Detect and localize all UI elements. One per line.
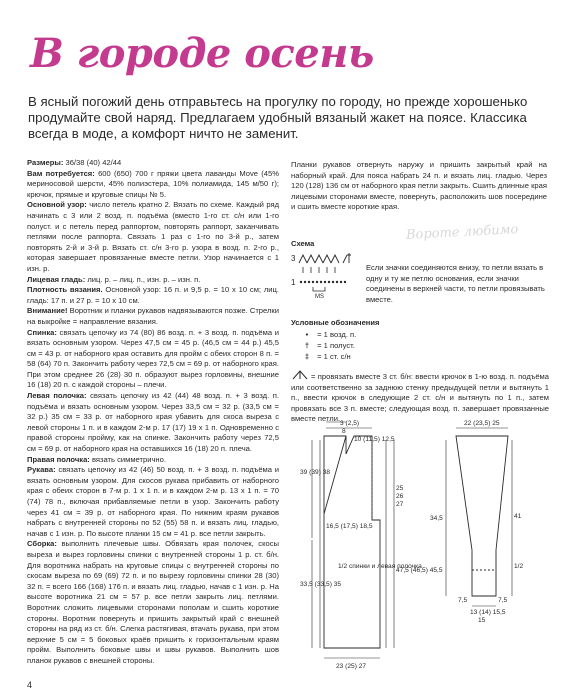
stockinette-value: лиц. р. – лиц. п., изн. р. – изн. п. <box>85 274 201 284</box>
scheme-row2-symbols <box>303 267 335 273</box>
materials-label: Вам потребуется: <box>27 168 95 178</box>
sleeves-value: связать цепочку из 42 (46) 50 возд. п. + 3 возд. п. подъёма и вязать основным узором. Для скосов рукава прибавить от наборного края с обеих сторон в 7-м р. 1 х 1 п. и в каждом 2-м р. 13 х 1 п. = 70 (74) 78 п., включая прибавляемые петли в узор. Закончить работу через 41 см = 39 р. от наборного края. По нижним краям рукавов набрать с внутренней стороны по 52 (55) 58 п. и вязать лиц. гладью, начав с 1 изн. р. По высоте планки 15 см = 41 р. все петли закрыть. <box>27 465 279 538</box>
back-height-27: 27 <box>396 501 404 508</box>
assembly-label: Сборка: <box>27 539 57 549</box>
legend-decrease-desc: = провязать вместе 3 ст. б/н: ввести крючок в 1-ю возд. п. подъёма или соответственно за заднюю стенку предыдущей петли и вытянуть 1 п., ввести крючок в следующие 2 ст. с/н и вытянуть по 1 п., затем провязать все 3 п. вместе; следующая возд. п. завершает провязанные вместе петли. <box>291 372 549 424</box>
sleeve-cuff-right: 7,5 <box>498 597 508 604</box>
legend-item-dc <box>299 352 351 363</box>
double-crochet-icon: ‡ <box>304 352 310 361</box>
main-pattern-label: Основной узор: <box>27 200 87 210</box>
gauge-value: Основной узор: 16 п. и 9,5 р. = 10 х 10 см; лиц. гладь: 17 п. и 27 р. = 10 х 10 см. <box>27 285 279 305</box>
front-height-neck-start: 33,5 (33,5) 35 <box>300 581 342 588</box>
ghost-overlay-text: Вороте любимо <box>405 222 519 243</box>
stockinette-label: Лицевая гладь: <box>27 274 86 284</box>
attention-label: Внимание! <box>27 306 68 316</box>
scheme-row-1: 1 <box>291 278 296 287</box>
sleeve-piece-outline <box>456 436 508 596</box>
scheme-title: Схема <box>291 239 315 248</box>
scheme-ms-label: MS <box>315 294 324 300</box>
sleeve-dimension-lines <box>446 428 512 606</box>
scheme-repeat-bracket <box>313 287 325 291</box>
left-front-label: Левая полочка: <box>27 391 87 401</box>
sleeve-cuff-width: 13 (14) 15,5 <box>470 609 506 616</box>
scheme-note: Если значки соединяются внизу, то петли вязать в одну и ту же петлю основания, если значки соединены в верхней части, то петли провязывать вместе. <box>366 263 545 304</box>
back-height-armhole: 47,5 (46,5) 45,5 <box>396 567 443 574</box>
article-title: В городе осень <box>30 30 374 77</box>
sizes-label: Размеры: <box>27 158 64 167</box>
scheme-row3-symbols <box>299 253 351 263</box>
back-width-half: 16,5 (17,5) 18,5 <box>326 523 373 530</box>
chain-stitch-icon: • <box>305 330 309 339</box>
right-front-label: Правая полочка: <box>27 454 90 464</box>
sleeve-height-total: 34,5 <box>430 515 443 522</box>
back-height-26: 26 <box>396 493 404 500</box>
scheme-chain-dots <box>300 281 346 283</box>
back-width-neck: 10 (11,5) 12,5 <box>354 436 395 443</box>
scheme-row-3: 3 <box>291 254 296 263</box>
sizes-value: 36/38 (40) 42/44 <box>63 158 122 167</box>
back-label: Спинка: <box>27 327 57 337</box>
front-height-armhole: 39 (39) 38 <box>300 469 331 476</box>
assembly-value: выполнить плечевые швы. Обвязать края полочек, скосы выреза и вырез горловины спинки с внутренней стороны 1 р. ст. б/н. Для воротника набрать на круговые спицы с внутренней стороны по скосам выреза по 69 (69) 72 п. и по вырезу горловины спинки 28 (30) 32 п. = всего 166 (168) 176 п. и вязать лиц. гладью, начав с 1 изн. р. На высоте воротника 21 см = 57 р. все петли закрыть лиц. петлями. Воротник сложить лицевыми сторонами пополам и сшить короткие стороны. Воротник повернуть и пришить закрытый край с внешней стороны на ряд из ст. б/н. Слегка растягивая, втачать рукава, при этом верхние 5 см = 5 боковых краёв пришить к горизонтальным краям пройм. Выполнить боковые швы и швы рукавов. Выполнить шов планок рукавов с внешней стороны. <box>27 539 279 665</box>
sleeve-side-label: 1/2 <box>514 563 524 570</box>
legend-title: Условные обозначения <box>291 318 380 327</box>
main-pattern-value: число петель кратно 2. Вязать по схеме. Каждый ряд начинать с 3 или 2 возд. п. подъёма (вместо 1-го ст. с/н или 1-го полуст. и с петель перед раппортом, повторять раппорт, заканчивать петлями после раппорта. Связать 1 раз с 1-го по 3-й р., затем повторять 2-й и 3-й р. Вязать ст. с/н 3-го р. узора в возд. п. 2-го р., которая завершает провязанные вместе петли. Узор начинается с 1 изн. р. <box>27 200 279 273</box>
instructions-left-column <box>27 158 279 667</box>
gauge-label: Плотность вязания. <box>27 285 103 295</box>
back-width-shoulder: 8 <box>342 428 346 435</box>
pattern-schematic <box>286 420 554 682</box>
right-front-value: вязать симметрично. <box>89 454 166 464</box>
sleeve-cuff-height: 15 <box>478 617 486 624</box>
legend-item-half-dc <box>299 341 355 352</box>
crochet-scheme-chart <box>289 247 361 303</box>
materials-value: 600 (650) 700 г пряжи цвета лаванды Move (45% мериносовой шерсти, 45% полиэстера, 10% полиамида, 145 м/50 г); крючок, прямые и круговые спицы № 5. <box>27 168 279 199</box>
back-width-top: 3 (2,5) <box>340 420 360 427</box>
article-intro: В ясный погожий день отправьтесь на прогулку по городу, но прежде хорошенько продумайте свой наряд. Предлагаем удобный вязаный жакет на поясе. Классика всегда в моде, а комфорт ничто не заменит. <box>28 94 528 141</box>
back-front-label: 1/2 спинки и левая полочка <box>338 563 422 570</box>
instructions-right-column: Планки рукавов отвернуть наружу и пришить закрытый край на наборный край. Для пояса набрать 24 п. и вязать лиц. гладью. Через 120 (128) 136 см от наборного края петли закрыть. Сшить длинные края лицевыми сторонами вместе, повернуть, расположить шов посередине и сшить вместе короткие края. <box>291 160 547 212</box>
page-number: 4 <box>27 680 33 690</box>
sleeve-height-41: 41 <box>514 513 522 520</box>
sleeve-top-width: 22 (23,5) 25 <box>464 420 500 427</box>
sleeve-cuff-left: 7,5 <box>458 597 468 604</box>
legend-item-text: = 1 ст. с/н <box>317 352 351 361</box>
back-bottom-width: 23 (25) 27 <box>336 663 367 670</box>
back-height-25: 25 <box>396 485 404 492</box>
left-front-value: связать цепочку из 42 (44) 48 возд. п. + 3 возд. п. подъёма и вязать основным узором. Через 33,5 см = 32 р. (33,5 см = 32 р.) 35 см = 33 р. от наборного края убавить для скоса выреза с левой стороны 1 п. и в каждом 2-м р. 17 (17) 19 х 1 п. Одновременно с правой стороны пройму, как на спинке. Закончить работу через 72,5 см = 69 р. от наборного края на оставшихся 16 (18) 20 п. плеча. <box>27 391 279 454</box>
sleeves-label: Рукава: <box>27 465 56 475</box>
attention-value: Воротник и планки рукавов надвязываются позже. Стрелки на выкройке = направление вязания. <box>27 306 279 326</box>
legend-item-text: = 1 полуст. <box>317 341 355 350</box>
half-double-crochet-icon: † <box>304 341 310 350</box>
legend-item-chain <box>299 330 356 341</box>
back-value: связать цепочку из 74 (80) 86 возд. п. + 3 возд. п. подъёма и вязать основным узором. Через 47,5 см = 45 р. (46,5 см = 44 р.) 45,5 см = 43 р. от наборного края оставить для пройм с обеих сторон 8 п. = 58 (64) 70 п. Закончить работу через 72,5 см = 69 р. от наборного края. При этом среднее 26 (28) 30 п. образуют вырез горловины, внешние 16 (18) 20 п. с каждой стороны – плечи. <box>27 327 279 390</box>
legend-item-text: = 1 возд. п. <box>317 330 357 339</box>
back-piece-outline <box>324 436 380 648</box>
